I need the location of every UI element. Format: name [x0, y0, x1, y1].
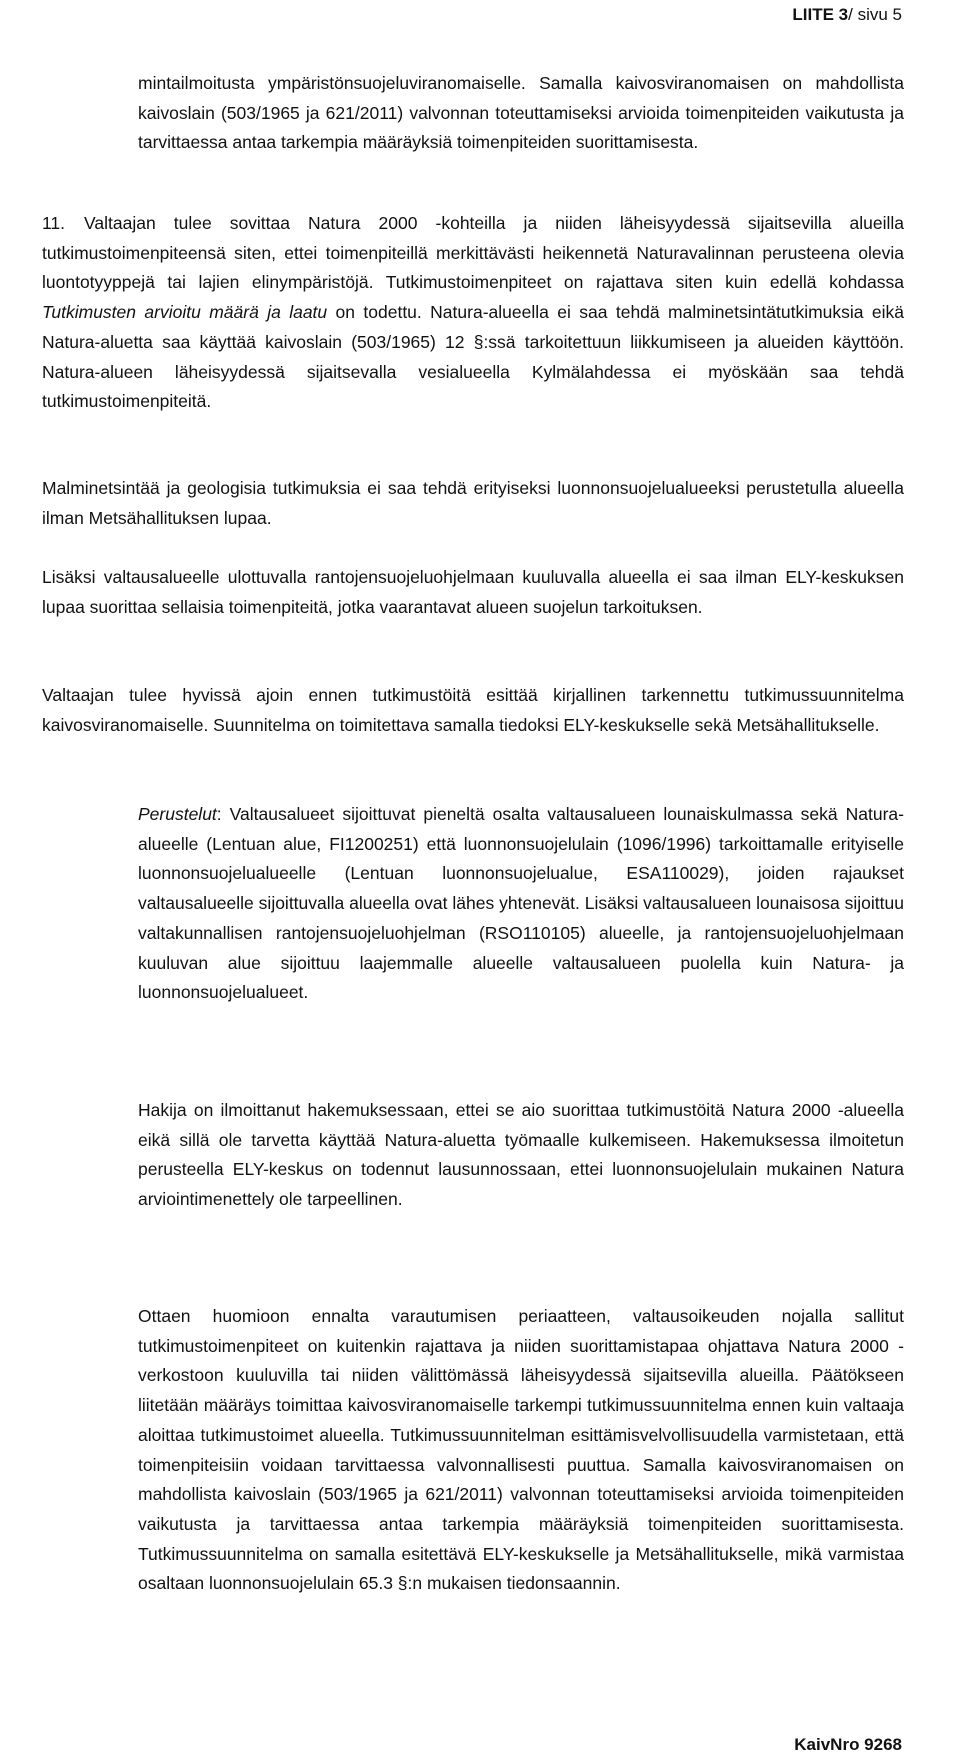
perustelut-paragraph: [138, 800, 904, 1008]
varautuminen-paragraph: Ottaen huomioon ennalta varautumisen periaatteen, valtausoikeuden nojalla sallitut tutkimustoimenpiteet on kuitenkin rajattava ja niiden suorittamistapaa ohjattava Natura 2000 -verkostoon kuuluvilla tai niiden välittömässä läheisyydessä sijaitsevilla alueilla. Päätökseen liitetään määräys toimittaa kaivosviranomaiselle tarkempi tutkimussuunnitelma ennen kuin valtaaja aloittaa tutkimustoimet alueella. Tutkimussuunnitelman esittämisvelvollisuudella varmistetaan, että toimenpiteisiin voidaan tarvittaessa valvonnallisesti puuttua. Samalla kaivosviranomaisen on mahdollista kaivoslain (503/1965 ja 621/2011) valvonnan toteuttamiseksi arvioida toimenpiteiden vaikutusta ja tarvittaessa antaa tarkempia määräyksiä toimenpiteiden suorittamisesta. Tutkimussuunnitelma on samalla esitettävä ELY-keskukselle ja Metsähallitukselle, mikä varmistaa osaltaan luonnonsuojelulain 65.3 §:n mukaisen tiedonsaannin.: [138, 1306, 904, 1594]
document-number: KaivNro 9268: [794, 1735, 902, 1754]
continuation-paragraph: mintailmoitusta ympäristönsuojeluviranomaiselle. Samalla kaivosviranomaisen on mahdollista kaivoslain (503/1965 ja 621/2011) valvonnan toteuttamiseksi arvioida toimenpiteiden vaikutusta ja tarvittaessa antaa tarkempia määräyksiä toimenpiteiden suorittamisesta.: [138, 73, 904, 153]
item-11-text-a: Valtaajan tulee sovittaa Natura 2000 -kohteilla ja niiden läheisyydessä sijaitsevilla alueilla tutkimustoimenpiteensä siten, ettei toimenpiteillä merkittävästi heikennetä Naturavalinnan perusteena olevia luontotyyppejä tai lajien elinympäristöjä. Tutkimustoimenpiteet on rajattava siten kuin edellä kohdassa: [42, 213, 904, 293]
page-header: [792, 0, 902, 30]
page-number: / sivu 5: [848, 5, 902, 24]
item-11-text-b: on todettu. Natura-alueella ei saa tehdä malminetsintätutkimuksia eikä Natura-aluetta saa käyttää kaivoslain (503/1965) 12 §:ssä tarkoitettuun liikkumiseen ja alueiden käyttöön. Natura-alueen läheisyydessä sijaitsevalla vesialueella Kylmälahdessa ei myöskään saa tehdä tutkimustoimenpiteitä.: [42, 302, 904, 412]
perustelut-label: Perustelut: [138, 804, 217, 824]
item-11-number: 11.: [42, 213, 66, 233]
hakija-paragraph: Hakija on ilmoittanut hakemuksessaan, ettei se aio suorittaa tutkimustöitä Natura 2000 -alueella eikä sillä ole tarvetta käyttää Natura-aluetta työmaalle kulkemiseen. Hakemuksessa ilmoitetun perusteella ELY-keskus on todennut lausunnossaan, ettei luonnonsuojelulain mukainen Natura arviointimenettely ole tarpeellinen.: [138, 1100, 904, 1210]
item-11-italic-ref: Tutkimusten arvioitu määrä ja laatu: [42, 302, 328, 323]
suunnitelma-paragraph: Valtaajan tulee hyvissä ajoin ennen tutkimustöitä esittää kirjallinen tarkennettu tutkimussuunnitelma kaivosviranomaiselle. Suunnitelma on toimitettava samalla tiedoksi ELY-keskukselle sekä Metsähallitukselle.: [42, 685, 904, 735]
attachment-label: LIITE 3: [792, 5, 849, 24]
perustelut-text: : Valtausalueet sijoittuvat pieneltä osalta valtausalueen lounaiskulmassa sekä Natura-alueelle (Lentuan alue, FI1200251) että luonnonsuojelulain (1096/1996) tarkoittamalle erityiselle luonnonsuojelualueelle (Lentuan luonnonsuojelualue, ESA110029), joiden rajaukset valtausalueelle sijoittuvalla alueella ovat lähes yhtenevät. Lisäksi valtausalueen lounaisosa sijoittuu valtakunnallisen rantojensuojeluohjelman (RSO110105) alueelle, ja rantojensuojeluohjelmaan kuuluvan alue sijoittuu laajemmalle alueelle valtausalueen puolella kuin Natura- ja luonnonsuojelualueet.: [138, 804, 904, 1003]
malminetsinta-paragraph: Malminetsintää ja geologisia tutkimuksia ei saa tehdä erityiseksi luonnonsuojelualueeksi perustetulla alueella ilman Metsähallituksen lupaa.: [42, 478, 904, 528]
rantojensuojelu-paragraph: Lisäksi valtausalueelle ulottuvalla rantojensuojeluohjelmaan kuuluvalla alueella ei saa ilman ELY-keskuksen lupaa suorittaa sellaisia toimenpiteitä, jotka vaarantavat alueen suojelun tarkoituksen.: [42, 567, 904, 617]
item-11-paragraph: [42, 209, 904, 417]
